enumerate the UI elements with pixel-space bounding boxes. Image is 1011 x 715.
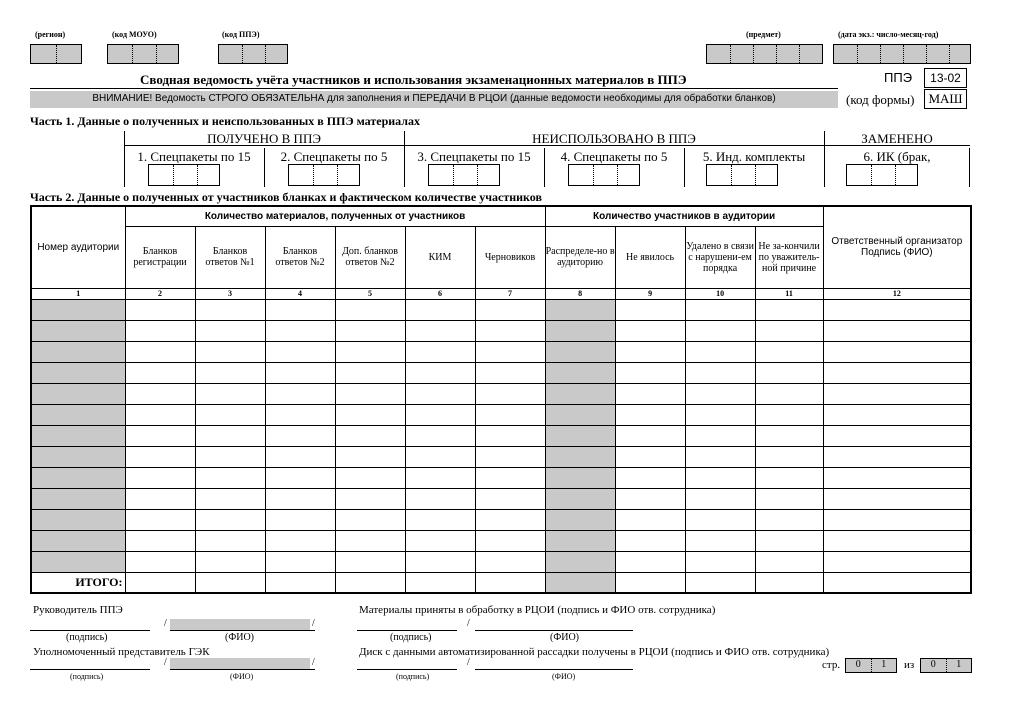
col-header-drafts: Черновиков bbox=[475, 226, 545, 288]
col-header-ans1: Бланков ответов №1 bbox=[195, 226, 265, 288]
page-digit-1: 0 bbox=[855, 659, 861, 670]
count-cell[interactable] bbox=[545, 572, 615, 593]
count-cell[interactable] bbox=[545, 530, 615, 551]
ppe-code-label: (код ППЭ) bbox=[222, 30, 260, 39]
count-cell[interactable] bbox=[125, 341, 195, 362]
count-cell[interactable] bbox=[755, 404, 823, 425]
count-cell[interactable] bbox=[475, 509, 545, 530]
slash-6: / bbox=[467, 657, 470, 668]
count-cell[interactable] bbox=[335, 446, 405, 467]
table-row bbox=[31, 488, 971, 509]
responsible-cell[interactable] bbox=[823, 509, 971, 530]
count-cell[interactable] bbox=[125, 425, 195, 446]
responsible-cell[interactable] bbox=[823, 425, 971, 446]
part1-title: Часть 1. Данные о полученных и неиспользованных в ППЭ материалах bbox=[30, 114, 421, 128]
count-cell[interactable] bbox=[685, 425, 755, 446]
mouo-label: (код МОУО) bbox=[112, 30, 157, 39]
responsible-cell[interactable] bbox=[823, 467, 971, 488]
column-number: 6 bbox=[405, 288, 475, 299]
part1-item-1: 1. Спецпакеты по 15 bbox=[137, 149, 251, 164]
responsible-cell[interactable] bbox=[823, 530, 971, 551]
head-signature-caption: (подпись) bbox=[66, 632, 108, 643]
count-cell[interactable] bbox=[195, 446, 265, 467]
count-cell[interactable] bbox=[615, 446, 685, 467]
table-row bbox=[31, 341, 971, 362]
accepted-fio-caption: (ФИО) bbox=[550, 632, 580, 643]
count-cell[interactable] bbox=[475, 404, 545, 425]
count-cell[interactable] bbox=[685, 551, 755, 572]
ppe-form-label: ППЭ bbox=[884, 70, 913, 85]
count-cell[interactable] bbox=[265, 509, 335, 530]
count-cell[interactable] bbox=[475, 425, 545, 446]
subject-label: (предмет) bbox=[746, 30, 781, 39]
count-cell[interactable] bbox=[405, 509, 475, 530]
responsible-cell[interactable] bbox=[823, 320, 971, 341]
received-5-field[interactable] bbox=[288, 164, 360, 186]
count-cell[interactable] bbox=[335, 509, 405, 530]
count-cell[interactable] bbox=[405, 425, 475, 446]
count-cell[interactable] bbox=[125, 572, 195, 593]
slash-3: / bbox=[164, 657, 167, 668]
count-cell[interactable] bbox=[195, 404, 265, 425]
count-cell[interactable] bbox=[755, 572, 823, 593]
page-number bbox=[845, 658, 897, 673]
count-cell[interactable] bbox=[545, 362, 615, 383]
warning-banner bbox=[30, 91, 838, 108]
count-cell[interactable] bbox=[545, 341, 615, 362]
count-cell[interactable] bbox=[125, 488, 195, 509]
room-cell[interactable] bbox=[31, 467, 125, 488]
responsible-cell[interactable] bbox=[823, 572, 971, 593]
table-row bbox=[31, 530, 971, 551]
count-cell[interactable] bbox=[265, 530, 335, 551]
count-cell[interactable] bbox=[265, 446, 335, 467]
gek-fio-field[interactable] bbox=[170, 658, 310, 669]
count-cell[interactable] bbox=[265, 425, 335, 446]
count-cell[interactable] bbox=[755, 383, 823, 404]
region-label: (регион) bbox=[35, 30, 66, 39]
column-number: 2 bbox=[125, 288, 195, 299]
of-digit-1: 0 bbox=[930, 659, 936, 670]
accepted-label: Материалы приняты в обработку в РЦОИ (подпись и ФИО отв. сотрудника) bbox=[359, 604, 716, 616]
count-cell[interactable] bbox=[265, 341, 335, 362]
form-code-value: МАШ bbox=[924, 89, 967, 109]
col-header-absent: Не явилось bbox=[615, 226, 685, 288]
column-number: 1 bbox=[31, 288, 125, 299]
head-fio-caption: (ФИО) bbox=[225, 632, 255, 643]
count-cell[interactable] bbox=[405, 572, 475, 593]
count-cell[interactable] bbox=[265, 467, 335, 488]
room-cell[interactable] bbox=[31, 341, 125, 362]
count-cell[interactable] bbox=[685, 530, 755, 551]
count-cell[interactable] bbox=[195, 488, 265, 509]
mouo-field[interactable] bbox=[107, 44, 179, 64]
slash-4: / bbox=[312, 657, 315, 668]
page-digit-2: 1 bbox=[871, 659, 897, 672]
room-cell[interactable] bbox=[31, 404, 125, 425]
page-title: Сводная ведомость учёта участников и использования экзаменационных материалов в ППЭ bbox=[140, 72, 687, 87]
gek-fio-caption: (ФИО) bbox=[230, 672, 254, 681]
room-cell[interactable] bbox=[31, 509, 125, 530]
count-cell[interactable] bbox=[545, 299, 615, 320]
total-row bbox=[31, 572, 971, 593]
count-cell[interactable] bbox=[755, 446, 823, 467]
count-cell[interactable] bbox=[615, 467, 685, 488]
responsible-cell[interactable] bbox=[823, 341, 971, 362]
count-cell[interactable] bbox=[125, 320, 195, 341]
column-number: 10 bbox=[685, 288, 755, 299]
col-header-reg: Бланков регистрации bbox=[125, 226, 195, 288]
count-cell[interactable] bbox=[685, 467, 755, 488]
participants-group-header: Количество участников в аудитории bbox=[545, 206, 823, 226]
gek-signature-caption: (подпись) bbox=[70, 672, 104, 681]
count-cell[interactable] bbox=[475, 383, 545, 404]
table-row bbox=[31, 446, 971, 467]
count-cell[interactable] bbox=[195, 299, 265, 320]
count-cell[interactable] bbox=[335, 341, 405, 362]
count-cell[interactable] bbox=[125, 299, 195, 320]
count-cell[interactable] bbox=[475, 446, 545, 467]
count-cell[interactable] bbox=[405, 362, 475, 383]
table-row bbox=[31, 425, 971, 446]
count-cell[interactable] bbox=[545, 383, 615, 404]
count-cell[interactable] bbox=[615, 488, 685, 509]
table-row bbox=[31, 509, 971, 530]
count-cell[interactable] bbox=[755, 467, 823, 488]
count-cell[interactable] bbox=[755, 530, 823, 551]
count-cell[interactable] bbox=[685, 383, 755, 404]
count-cell[interactable] bbox=[265, 362, 335, 383]
count-cell[interactable] bbox=[475, 467, 545, 488]
count-cell[interactable] bbox=[475, 572, 545, 593]
total-pages bbox=[920, 658, 972, 673]
count-cell[interactable] bbox=[685, 446, 755, 467]
count-cell[interactable] bbox=[125, 446, 195, 467]
count-cell[interactable] bbox=[545, 446, 615, 467]
count-cell[interactable] bbox=[615, 404, 685, 425]
count-cell[interactable] bbox=[685, 404, 755, 425]
room-cell[interactable] bbox=[31, 299, 125, 320]
col-header-ans2: Бланков ответов №2 bbox=[265, 226, 335, 288]
count-cell[interactable] bbox=[195, 383, 265, 404]
gek-label: Уполномоченный представитель ГЭК bbox=[33, 646, 210, 658]
count-cell[interactable] bbox=[615, 530, 685, 551]
count-cell[interactable] bbox=[125, 530, 195, 551]
count-cell[interactable] bbox=[545, 320, 615, 341]
date-field[interactable] bbox=[833, 44, 971, 64]
responsible-cell[interactable] bbox=[823, 551, 971, 572]
count-cell[interactable] bbox=[405, 383, 475, 404]
unused-5-field[interactable] bbox=[568, 164, 640, 186]
count-cell[interactable] bbox=[125, 467, 195, 488]
col-header-distributed: Распределе-но в аудиторию bbox=[545, 226, 615, 288]
count-cell[interactable] bbox=[335, 320, 405, 341]
count-cell[interactable] bbox=[195, 320, 265, 341]
count-cell[interactable] bbox=[615, 299, 685, 320]
count-cell[interactable] bbox=[125, 509, 195, 530]
count-cell[interactable] bbox=[685, 320, 755, 341]
count-cell[interactable] bbox=[755, 488, 823, 509]
count-cell[interactable] bbox=[195, 362, 265, 383]
count-cell[interactable] bbox=[475, 320, 545, 341]
room-cell[interactable] bbox=[31, 488, 125, 509]
count-cell[interactable] bbox=[335, 572, 405, 593]
count-cell[interactable] bbox=[475, 341, 545, 362]
count-cell[interactable] bbox=[265, 383, 335, 404]
table-row bbox=[31, 404, 971, 425]
count-cell[interactable] bbox=[195, 530, 265, 551]
table-row bbox=[31, 551, 971, 572]
subject-field[interactable] bbox=[706, 44, 823, 64]
part1-item-5: 5. Инд. комплекты bbox=[702, 149, 806, 164]
count-cell[interactable] bbox=[475, 362, 545, 383]
room-number-header: Номер аудитории bbox=[31, 206, 125, 288]
replaced-field[interactable] bbox=[846, 164, 918, 186]
slash-2: / bbox=[312, 618, 315, 629]
count-cell[interactable] bbox=[265, 572, 335, 593]
responsible-cell[interactable] bbox=[823, 299, 971, 320]
page-label: стр. bbox=[822, 659, 841, 671]
col-header-add2: Доп. бланков ответов №2 bbox=[335, 226, 405, 288]
count-cell[interactable] bbox=[335, 488, 405, 509]
count-cell[interactable] bbox=[125, 383, 195, 404]
disk-fio-caption: (ФИО) bbox=[552, 672, 576, 681]
table-row bbox=[31, 320, 971, 341]
responsible-cell[interactable] bbox=[823, 383, 971, 404]
col-header-kim: КИМ bbox=[405, 226, 475, 288]
column-number: 12 bbox=[823, 288, 971, 299]
count-cell[interactable] bbox=[545, 425, 615, 446]
room-cell[interactable] bbox=[31, 425, 125, 446]
count-cell[interactable] bbox=[265, 299, 335, 320]
count-cell[interactable] bbox=[335, 425, 405, 446]
unused-heading: НЕИСПОЛЬЗОВАНО В ППЭ bbox=[532, 131, 696, 146]
received-heading: ПОЛУЧЕНО В ППЭ bbox=[207, 131, 321, 146]
count-cell[interactable] bbox=[615, 509, 685, 530]
materials-group-header: Количество материалов, полученных от участников bbox=[125, 206, 545, 226]
disk-label: Диск с данными автоматизированной рассадки получены в РЦОИ (подпись и ФИО отв. сотрудника) bbox=[359, 646, 830, 658]
column-number: 5 bbox=[335, 288, 405, 299]
count-cell[interactable] bbox=[615, 425, 685, 446]
count-cell[interactable] bbox=[615, 383, 685, 404]
count-cell[interactable] bbox=[475, 488, 545, 509]
count-cell[interactable] bbox=[545, 404, 615, 425]
column-number: 3 bbox=[195, 288, 265, 299]
responsible-cell[interactable] bbox=[823, 362, 971, 383]
count-cell[interactable] bbox=[615, 341, 685, 362]
count-cell[interactable] bbox=[545, 488, 615, 509]
received-15-field[interactable] bbox=[148, 164, 220, 186]
table-row bbox=[31, 467, 971, 488]
form-code: 13-02 bbox=[924, 68, 967, 88]
count-cell[interactable] bbox=[405, 551, 475, 572]
room-cell[interactable] bbox=[31, 362, 125, 383]
of-digit-2: 1 bbox=[946, 659, 972, 672]
count-cell[interactable] bbox=[265, 404, 335, 425]
count-cell[interactable] bbox=[685, 488, 755, 509]
room-cell[interactable] bbox=[31, 551, 125, 572]
responsible-cell[interactable] bbox=[823, 446, 971, 467]
count-cell[interactable] bbox=[195, 509, 265, 530]
count-cell[interactable] bbox=[335, 530, 405, 551]
count-cell[interactable] bbox=[755, 551, 823, 572]
count-cell[interactable] bbox=[755, 362, 823, 383]
count-cell[interactable] bbox=[615, 362, 685, 383]
count-cell[interactable] bbox=[615, 551, 685, 572]
count-cell[interactable] bbox=[195, 341, 265, 362]
count-cell[interactable] bbox=[265, 551, 335, 572]
count-cell[interactable] bbox=[265, 320, 335, 341]
count-cell[interactable] bbox=[405, 488, 475, 509]
count-cell[interactable] bbox=[475, 530, 545, 551]
count-cell[interactable] bbox=[545, 551, 615, 572]
column-number: 11 bbox=[755, 288, 823, 299]
count-cell[interactable] bbox=[405, 467, 475, 488]
responsible-header: Ответственный организатор Подпись (ФИО) bbox=[823, 206, 971, 288]
slash-5: / bbox=[467, 618, 470, 629]
region-field[interactable] bbox=[30, 44, 82, 64]
count-cell[interactable] bbox=[545, 467, 615, 488]
count-cell[interactable] bbox=[685, 572, 755, 593]
count-cell[interactable] bbox=[755, 341, 823, 362]
count-cell[interactable] bbox=[755, 320, 823, 341]
room-cell[interactable] bbox=[31, 530, 125, 551]
count-cell[interactable] bbox=[335, 362, 405, 383]
count-cell[interactable] bbox=[615, 572, 685, 593]
count-cell[interactable] bbox=[405, 446, 475, 467]
count-cell[interactable] bbox=[755, 509, 823, 530]
unused-15-field[interactable] bbox=[428, 164, 500, 186]
room-cell[interactable] bbox=[31, 446, 125, 467]
head-ppe-label: Руководитель ППЭ bbox=[33, 604, 123, 616]
responsible-cell[interactable] bbox=[823, 488, 971, 509]
column-number: 7 bbox=[475, 288, 545, 299]
count-cell[interactable] bbox=[475, 551, 545, 572]
count-cell[interactable] bbox=[545, 509, 615, 530]
disk-signature-caption: (подпись) bbox=[396, 672, 430, 681]
accepted-signature-caption: (подпись) bbox=[390, 632, 432, 643]
replaced-heading: ЗАМЕНЕНО bbox=[861, 131, 933, 146]
count-cell[interactable] bbox=[755, 425, 823, 446]
count-cell[interactable] bbox=[195, 572, 265, 593]
count-cell[interactable] bbox=[685, 509, 755, 530]
column-number: 9 bbox=[615, 288, 685, 299]
table-row bbox=[31, 383, 971, 404]
part2-title: Часть 2. Данные о полученных от участников бланках и фактическом количестве участников bbox=[30, 190, 542, 204]
col-header-unfinished: Не за-кончили по уважитель-ной причине bbox=[755, 226, 823, 288]
count-cell[interactable] bbox=[125, 362, 195, 383]
count-cell[interactable] bbox=[195, 425, 265, 446]
count-cell[interactable] bbox=[405, 341, 475, 362]
count-cell[interactable] bbox=[265, 488, 335, 509]
count-cell[interactable] bbox=[195, 551, 265, 572]
count-cell[interactable] bbox=[195, 467, 265, 488]
count-cell[interactable] bbox=[405, 530, 475, 551]
ppe-code-field[interactable] bbox=[218, 44, 288, 64]
responsible-cell[interactable] bbox=[823, 404, 971, 425]
count-cell[interactable] bbox=[335, 467, 405, 488]
count-cell[interactable] bbox=[615, 320, 685, 341]
column-number: 4 bbox=[265, 288, 335, 299]
unused-kits-field[interactable] bbox=[706, 164, 778, 186]
count-cell[interactable] bbox=[685, 362, 755, 383]
part1-item-6: 6. ИК (брак, bbox=[863, 149, 931, 164]
count-cell[interactable] bbox=[685, 299, 755, 320]
head-ppe-fio-field[interactable] bbox=[170, 619, 310, 630]
room-cell[interactable] bbox=[31, 320, 125, 341]
col-header-removed: Удалено в связи с нарушени-ем порядка bbox=[685, 226, 755, 288]
count-cell[interactable] bbox=[335, 404, 405, 425]
slash-1: / bbox=[164, 618, 167, 629]
room-cell[interactable] bbox=[31, 383, 125, 404]
form-code-label: (код формы) bbox=[846, 92, 915, 107]
part1-item-3: 3. Спецпакеты по 15 bbox=[417, 149, 531, 164]
column-number: 8 bbox=[545, 288, 615, 299]
count-cell[interactable] bbox=[335, 299, 405, 320]
count-cell[interactable] bbox=[475, 299, 545, 320]
count-cell[interactable] bbox=[405, 320, 475, 341]
participants-table bbox=[30, 205, 972, 594]
of-label: из bbox=[904, 659, 915, 671]
table-row bbox=[31, 299, 971, 320]
part1-item-2: 2. Спецпакеты по 5 bbox=[280, 149, 388, 164]
count-cell[interactable] bbox=[335, 383, 405, 404]
date-label: (дата экз.: число-месяц-год) bbox=[838, 30, 939, 39]
count-cell[interactable] bbox=[685, 341, 755, 362]
warning-text: ВНИМАНИЕ! Ведомость СТРОГО ОБЯЗАТЕЛЬНА для заполнения и ПЕРЕДАЧИ В РЦОИ (данные ведомости необходимы для обработки бланков) bbox=[92, 93, 776, 104]
count-cell[interactable] bbox=[125, 404, 195, 425]
count-cell[interactable] bbox=[405, 404, 475, 425]
part1-item-4: 4. Спецпакеты по 5 bbox=[560, 149, 668, 164]
table-row bbox=[31, 362, 971, 383]
count-cell[interactable] bbox=[335, 551, 405, 572]
count-cell[interactable] bbox=[405, 299, 475, 320]
total-label: ИТОГО: bbox=[31, 572, 125, 593]
count-cell[interactable] bbox=[125, 551, 195, 572]
count-cell[interactable] bbox=[755, 299, 823, 320]
